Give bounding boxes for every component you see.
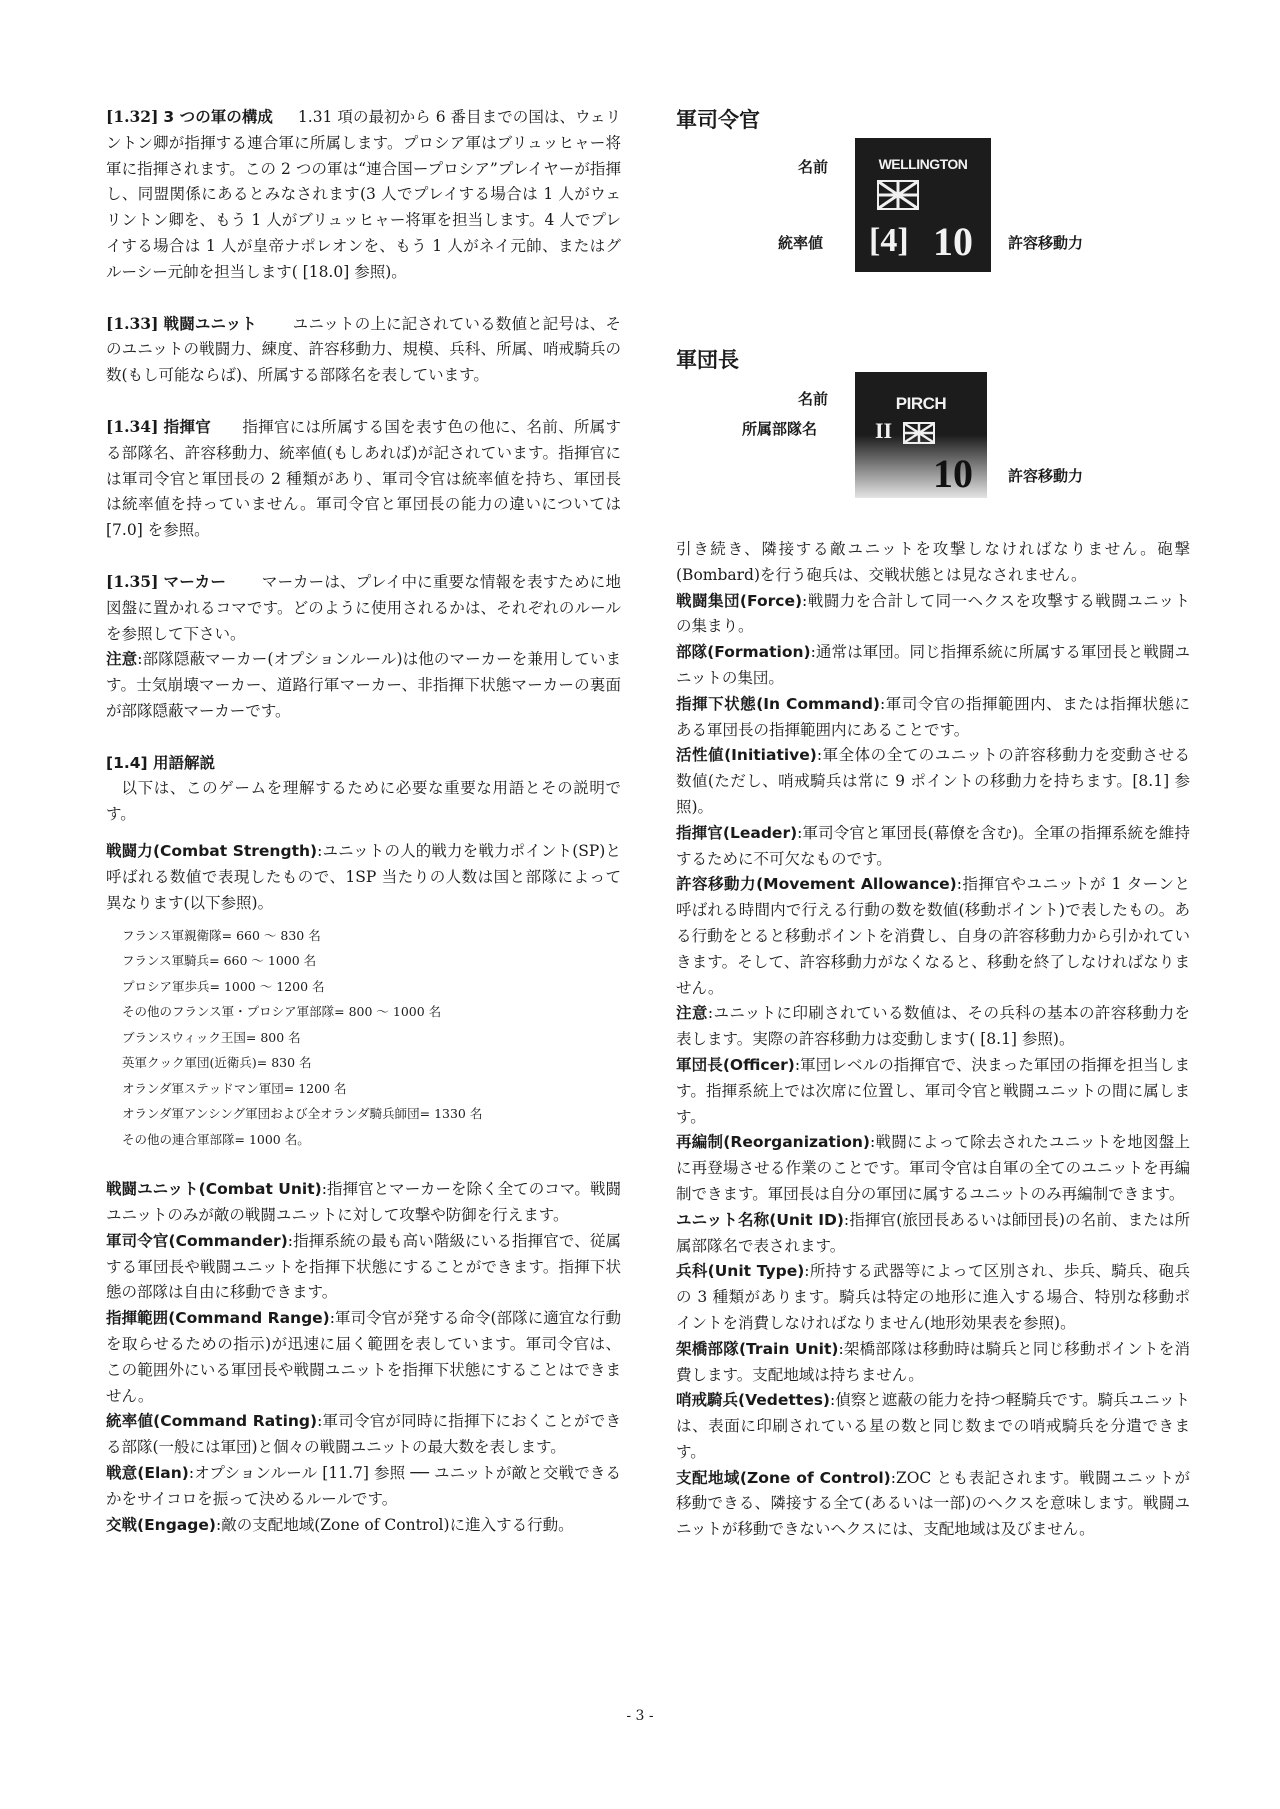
term-label: 戦闘集団(Force) bbox=[676, 591, 803, 610]
unit-size-list bbox=[106, 923, 621, 1153]
list-item: その他のフランス軍・プロシア軍部隊= 800 ～ 1000 名 bbox=[122, 1004, 442, 1020]
note-body: :部隊隠蔽マーカー(オプションルール)は他のマーカーを兼用しています。士気崩壊マーカー、道路行軍マーカー、非指揮下状態マーカーの裏面が部隊隠蔽マーカーです。 bbox=[106, 650, 621, 720]
glossary-entry bbox=[676, 1053, 1190, 1130]
right-column bbox=[676, 537, 1190, 1543]
section-1-4-intro: 以下は、このゲームを理解するために必要な重要な用語とその説明です。 bbox=[106, 778, 621, 823]
term-label: 統率値(Command Rating) bbox=[106, 1412, 318, 1431]
formation-label: 所属部隊名 bbox=[742, 420, 818, 438]
term-label: 哨戒騎兵(Vedettes) bbox=[676, 1391, 831, 1410]
glossary-entry bbox=[106, 1306, 621, 1409]
section-number: [1.32] bbox=[106, 107, 159, 126]
list-item: その他の連合軍部隊= 1000 名。 bbox=[122, 1131, 310, 1147]
counter-name: PIRCH bbox=[895, 394, 947, 413]
section-1-35-note bbox=[106, 647, 621, 724]
movement-label: 許容移動力 bbox=[1008, 234, 1084, 252]
term-body: :指揮系統の最も高い階級にいる指揮官で、従属する軍団長や戦闘ユニットを指揮下状態にすることができます。指揮下状態の部隊は自由に移動できます。 bbox=[106, 1231, 621, 1302]
section-1-32 bbox=[106, 104, 621, 286]
section-number: [1.35] bbox=[106, 571, 159, 591]
section-1-35 bbox=[106, 569, 621, 647]
term-label: 戦闘力(Combat Strength) bbox=[106, 842, 318, 861]
list-item: 英軍クック軍団(近衛兵)= 830 名 bbox=[122, 1055, 312, 1071]
term-body: :指揮官やユニットが 1 ターンと呼ばれる時間内で行える行動の数を数値(移動ポイント)で表したもの。ある行動をとると移動ポイントを消費し、自身の許容移動力から引かれていきます。そして、許容移動力がなくなると、移動を終了しなければなりません。 bbox=[676, 875, 1190, 997]
section-title: 戦闘ユニット bbox=[163, 314, 257, 333]
term-body: :軍団レベルの指揮官で、決まった軍団の指揮を担当します。指揮系統上では次席に位置し、軍司令官と戦闘ユニットの間に属します。 bbox=[676, 1055, 1190, 1126]
officer-counter bbox=[855, 372, 987, 498]
counter-movement: 10 bbox=[933, 219, 973, 264]
section-1-4-heading: [1.4] 用語解説 bbox=[106, 753, 216, 772]
page-number: - 3 - bbox=[626, 1708, 654, 1724]
term-label: 指揮官(Leader) bbox=[676, 823, 798, 842]
continued-text: 引き続き、隣接する敵ユニットを攻撃しなければなりません。砲撃(Bombard)を行う砲兵は、交戦状態とは見なされません。 bbox=[676, 540, 1190, 584]
glossary-entry bbox=[676, 743, 1190, 820]
commander-heading: 軍司令官 bbox=[676, 108, 760, 132]
term-label: 支配地域(Zone of Control) bbox=[676, 1468, 891, 1487]
term-body: :軍全体の全てのユニットの許容移動力を変動させる数値(ただし、哨戒騎兵は常に 9 ポイントの移動力を持ちます。[8.1] 参照)。 bbox=[676, 746, 1190, 816]
counter-rating: [4] bbox=[869, 222, 909, 259]
term-body: :偵察と遮蔽の能力を持つ軽騎兵です。騎兵ユニットは、表面に印刷されている星の数と同じ数までの哨戒騎兵を分遣できます。 bbox=[676, 1391, 1190, 1461]
term-body: :指揮官(旅団長あるいは師団長)の名前、または所属部隊名で表されます。 bbox=[676, 1210, 1190, 1255]
term-label: 再編制(Reorganization) bbox=[676, 1133, 871, 1152]
section-number: [1.33] bbox=[106, 313, 159, 333]
term-body: :指揮官とマーカーを除く全てのコマ。戦闘ユニットのみが敵の戦闘ユニットに対して攻撃や防御を行えます。 bbox=[106, 1180, 621, 1225]
list-item: フランス軍親衛隊= 660 ～ 830 名 bbox=[122, 927, 321, 943]
term-body: :戦闘力を合計して同一ヘクスを攻撃する戦闘ユニットの集まり。 bbox=[676, 591, 1191, 636]
glossary-entry bbox=[676, 1001, 1190, 1053]
counter-name: WELLINGTON bbox=[878, 156, 968, 172]
list-item: プロシア軍歩兵= 1000 ～ 1200 名 bbox=[122, 978, 325, 994]
term-label: 許容移動力(Movement Allowance) bbox=[676, 875, 957, 894]
term-body: :ユニットに印刷されている数値は、その兵科の基本の許容移動力を表します。実際の許容移動力は変動します( [8.1] 参照)。 bbox=[676, 1004, 1190, 1049]
list-item: フランス軍騎兵= 660 ～ 1000 名 bbox=[122, 953, 317, 969]
list-item: ブランスウィック王国= 800 名 bbox=[122, 1029, 301, 1045]
movement-label: 許容移動力 bbox=[1008, 467, 1084, 485]
name-label: 名前 bbox=[798, 390, 829, 408]
name-label: 名前 bbox=[798, 158, 829, 176]
glossary-entry bbox=[676, 692, 1190, 744]
list-item: オランダ軍アンシング軍団および全オランダ騎兵師団= 1330 名 bbox=[122, 1106, 483, 1122]
glossary-entry bbox=[676, 1208, 1190, 1260]
term-label: 軍司令官(Commander) bbox=[106, 1231, 288, 1250]
glossary-entry bbox=[676, 1337, 1190, 1389]
section-body: マーカーは、プレイ中に重要な情報を表すために地図盤に置かれるコマです。どのように使用されるかは、それぞれのルールを参照して下さい。 bbox=[106, 572, 621, 643]
counter-movement: 10 bbox=[933, 451, 973, 496]
term-body: :戦闘によって除去されたユニットを地図盤上に再登場させる作業のことです。軍司令官は自軍の全てのユニットを再編制できます。軍団長は自分の軍団に属するユニットのみ再編制できます。 bbox=[676, 1133, 1190, 1203]
term-body: :ZOC とも表記されます。戦闘ユニットが移動できる、隣接する全て(あるいは一部)のヘクスを意味します。戦闘ユニットが移動できないヘクスには、支配地域は及びません。 bbox=[676, 1468, 1190, 1539]
section-title: 指揮官 bbox=[163, 417, 212, 436]
glossary-entry bbox=[676, 821, 1190, 873]
term-body: :架橋部隊は移動時は騎兵と同じ移動ポイントを消費します。支配地域は持ちません。 bbox=[676, 1339, 1190, 1384]
term-body: :軍司令官の指揮範囲内、または指揮状態にある軍団長の指揮範囲内にあることです。 bbox=[676, 694, 1190, 739]
term-label: 活性値(Initiative) bbox=[676, 746, 817, 765]
section-body: ユニットの上に記されている数値と記号は、そのユニットの戦闘力、練度、許容移動力、規模、兵科、所属、哨戒騎兵の数(もし可能ならば)、所属する部隊名を表しています。 bbox=[106, 314, 621, 385]
section-body: 指揮官には所属する国を表す色の他に、名前、所属する部隊名、許容移動力、統率値(もしあれば)が記されています。指揮官には軍司令官と軍団長の 2 種類があり、軍司令官は統率値を持ち、軍団長は統率値を持っていません。軍司令官と軍団長の能力の違いについては [7.0] を参照。 bbox=[106, 417, 621, 540]
term-combat-strength bbox=[106, 839, 621, 916]
flag-icon bbox=[903, 422, 935, 444]
glossary-entry bbox=[676, 1130, 1190, 1207]
term-body: :軍司令官と軍団長(幕僚を含む)。全軍の指揮系統を維持するために不可欠なものです。 bbox=[676, 823, 1190, 868]
section-1-34 bbox=[106, 414, 621, 544]
term-body: :軍司令官が同時に指揮下におくことができる部隊(一般には軍団)と個々の戦闘ユニットの最大数を表します。 bbox=[106, 1412, 621, 1457]
flag-icon bbox=[877, 180, 919, 210]
glossary-entry bbox=[676, 640, 1190, 692]
glossary-entry bbox=[106, 1409, 621, 1461]
rating-label: 統率値 bbox=[778, 234, 824, 252]
officer-heading: 軍団長 bbox=[676, 348, 739, 372]
glossary-entry bbox=[676, 589, 1190, 641]
term-label: 指揮下状態(In Command) bbox=[676, 694, 881, 713]
section-1-33 bbox=[106, 311, 621, 389]
term-label: 兵科(Unit Type) bbox=[676, 1262, 805, 1281]
glossary-entry bbox=[106, 1229, 621, 1306]
commander-counter bbox=[855, 138, 991, 272]
section-number: [1.34] bbox=[106, 416, 159, 436]
glossary-entry bbox=[676, 872, 1190, 1001]
section-body: 1.31 項の最初から 6 番目までの国は、ウェリントン卿が指揮する連合軍に所属します。プロシア軍はブリュッヒャー将軍に指揮されます。この 2 つの軍は“連合国ープロシア”プレイヤーが指揮し、同盟関係にあるとみなされます(3 人でプレイする場合は 1 人がウェリントン卿を、もう 1 人がブリュッヒャー将軍を担当します。4 人でプレイする場合は 1 人が皇帝ナポレオンを、もう 1 人がネイ元帥、またはグルーシー元帥を担当します( [18.0] 参照)。 bbox=[106, 108, 621, 281]
term-label: ユニット名称(Unit ID) bbox=[676, 1210, 844, 1229]
term-body: :通常は軍団。同じ指揮系統に所属する軍団長と戦闘ユニットの集団。 bbox=[676, 643, 1190, 687]
glossary-entry bbox=[676, 1388, 1190, 1465]
glossary-entry bbox=[106, 1177, 621, 1229]
term-label: 部隊(Formation) bbox=[676, 643, 811, 662]
glossary-entry bbox=[676, 1466, 1190, 1543]
section-title: マーカー bbox=[163, 572, 227, 591]
term-body: :敵の支配地域(Zone of Control)に進入する行動。 bbox=[215, 1515, 574, 1534]
term-body: :軍司令官が発する命令(部隊に適宜な行動を取らせるための指示)が迅速に届く範囲を表しています。軍司令官は、この範囲外にいる軍団長や戦闘ユニットを指揮下状態にすることはできません。 bbox=[106, 1309, 621, 1405]
term-label: 戦闘ユニット(Combat Unit) bbox=[106, 1180, 322, 1199]
term-label: 軍団長(Officer) bbox=[676, 1055, 795, 1074]
left-column bbox=[106, 104, 621, 1538]
note-term: 注意 bbox=[106, 650, 138, 669]
term-body: :オプションルール [11.7] 参照 ── ユニットが敵と交戦できるかをサイコロを振って決めるルールです。 bbox=[106, 1463, 621, 1508]
counter-formation: II bbox=[875, 418, 893, 443]
term-label: 指揮範囲(Command Range) bbox=[106, 1309, 330, 1328]
term-body: :ユニットの人的戦力を戦力ポイント(SP)と呼ばれる数値で表現したもので、1SP 当たりの人数は国と部隊によって異なります(以下参照)。 bbox=[106, 842, 622, 912]
term-label: 注意 bbox=[676, 1004, 708, 1023]
term-label: 架橋部隊(Train Unit) bbox=[676, 1339, 839, 1358]
term-label: 交戦(Engage) bbox=[106, 1515, 216, 1534]
list-item: オランダ軍ステッドマン軍団= 1200 名 bbox=[122, 1080, 347, 1096]
glossary-entry bbox=[106, 1461, 621, 1513]
term-body: :所持する武器等によって区別され、歩兵、騎兵、砲兵の 3 種類があります。騎兵は特定の地形に進入する場合、特別な移動ポイントを消費しなければなりません(地形効果表を参照)。 bbox=[676, 1262, 1190, 1332]
glossary-entry bbox=[676, 1259, 1190, 1336]
term-label: 戦意(Elan) bbox=[106, 1463, 189, 1482]
glossary-entry bbox=[106, 1513, 621, 1539]
section-title: 3 つの軍の構成 bbox=[163, 108, 273, 126]
